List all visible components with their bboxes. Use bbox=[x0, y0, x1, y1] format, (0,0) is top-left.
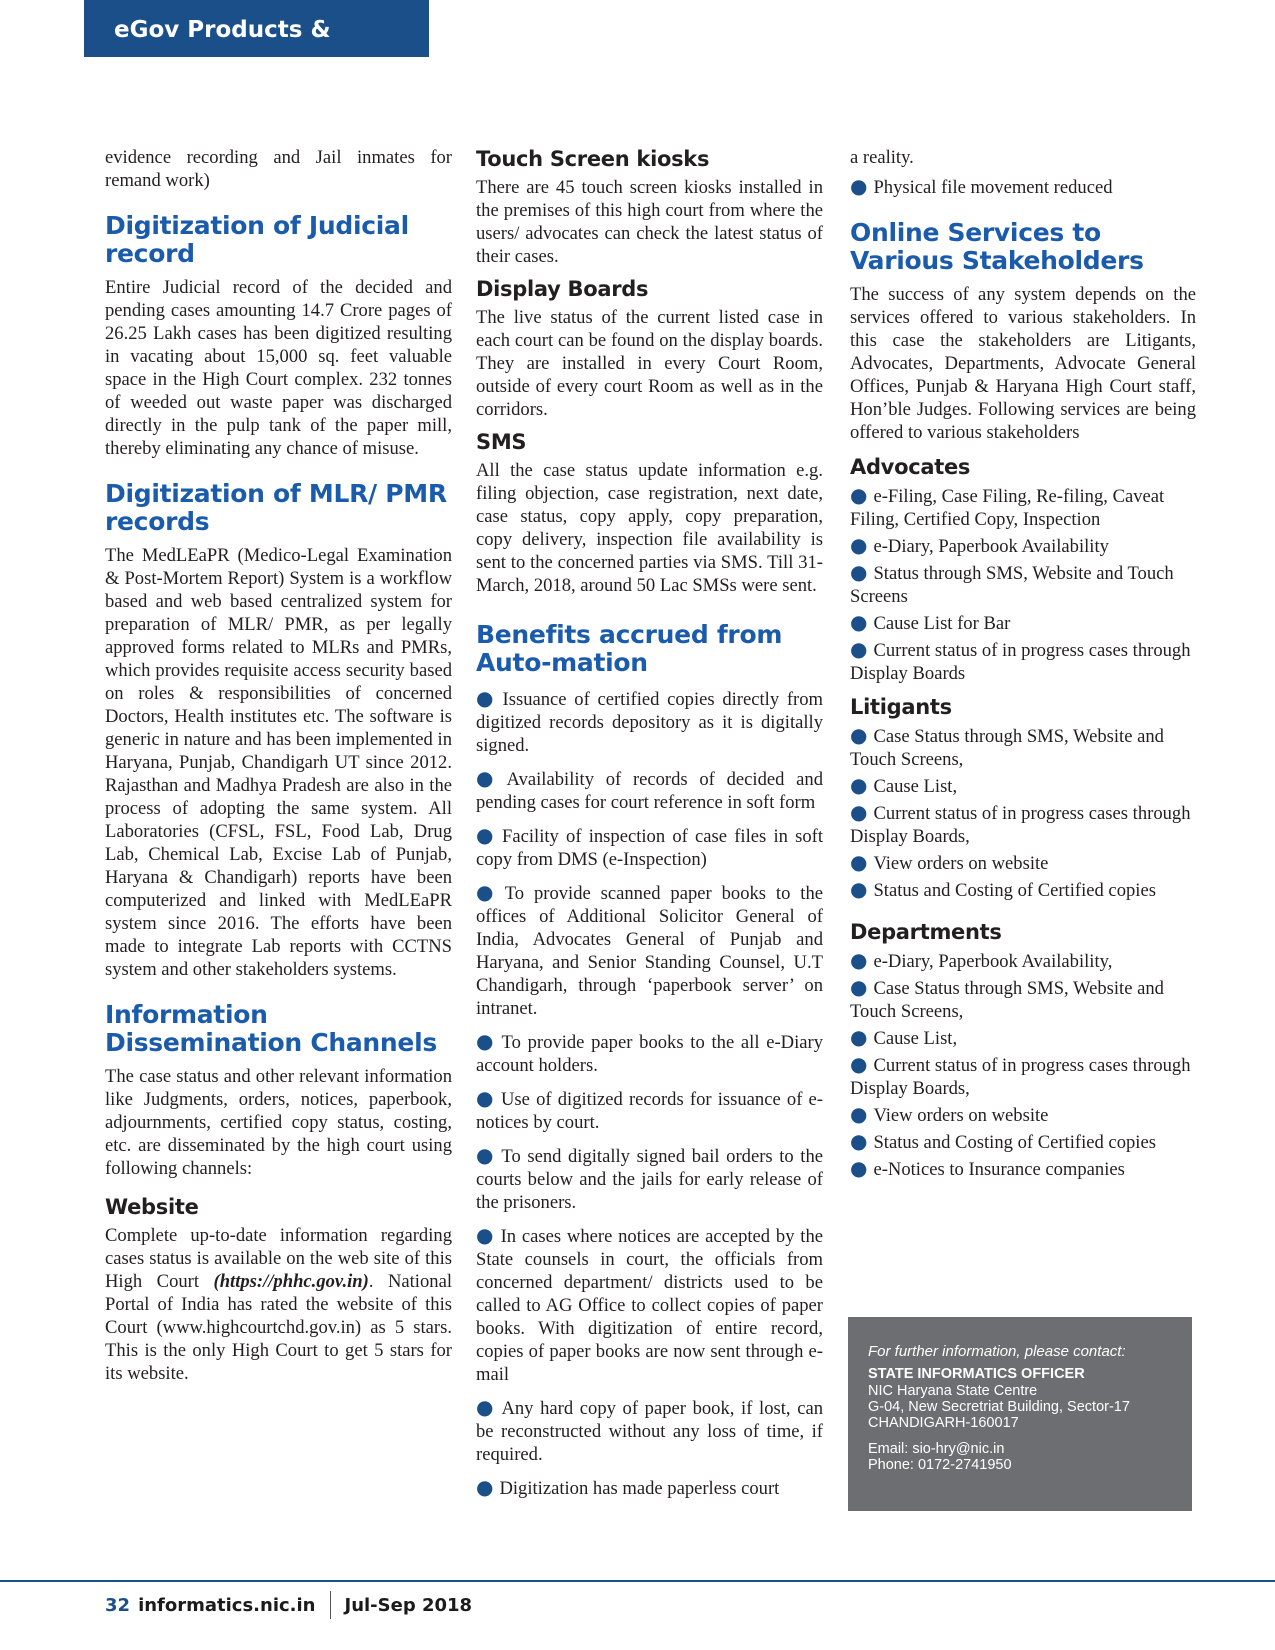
contact-line1: NIC Haryana State Centre bbox=[868, 1383, 1038, 1399]
list-item: ● To provide scanned paper books to the offices of Additional Solicitor General of India, Advocates General of Punjab and Haryana, and Senior Standing Counsel, U.T Chandigarh, through ‘paperbook server’ on intranet. bbox=[476, 880, 823, 1019]
bullet-icon: ● bbox=[850, 850, 868, 874]
heading-online-services: Online Services to Various Stakeholders bbox=[850, 218, 1144, 275]
list-item: ● Any hard copy of paper book, if lost, can be reconstructed without any loss of time, if required. bbox=[476, 1395, 823, 1465]
footer-separator bbox=[330, 1591, 331, 1619]
contact-line2: G-04, New Secretriat Building, Sector-17 bbox=[868, 1399, 1130, 1415]
contact-email[interactable]: Email: sio-hry@nic.in bbox=[868, 1441, 1005, 1457]
para-info-dissemination: The case status and other relevant information like Judgments, orders, notices, paperbook, adjournments, certified copy status, costing, etc. are disseminated by the high court using following channels: bbox=[105, 1066, 452, 1179]
list-item: ● Use of digitized records for issuance of e-notices by court. bbox=[476, 1086, 824, 1133]
list-item: ● To send digitally signed bail orders to the courts below and the jails for early release of the prisoners. bbox=[476, 1143, 823, 1213]
bullet-icon: ● bbox=[850, 877, 868, 901]
list-item: ● Case Status through SMS, Website and Touch Screens, bbox=[850, 723, 1164, 770]
footer-site[interactable]: informatics.nic.in bbox=[138, 1594, 316, 1616]
list-item: ● Digitization has made paperless court bbox=[476, 1475, 780, 1499]
bullet-icon: ● bbox=[476, 686, 497, 710]
list-item: ● View orders on website bbox=[850, 850, 1049, 874]
heading-website: Website bbox=[105, 1195, 199, 1219]
bullet-icon: ● bbox=[476, 880, 499, 904]
list-item: ● In cases where notices are accepted by the State counsels in court, the officials from concerned department/ districts used to be called to AG Office to collect copies of paper books. With digitization of entire record, copies of paper books are now sent through e-mail bbox=[476, 1223, 823, 1385]
list-item: ● e-Diary, Paperbook Availability, bbox=[850, 948, 1113, 972]
list-item: ● Cause List, bbox=[850, 1025, 958, 1049]
bullet-icon: ● bbox=[850, 1129, 868, 1153]
list-item: ● Status through SMS, Website and Touch Screens bbox=[850, 560, 1174, 607]
list-item: ● Current status of in progress cases through Display Boards bbox=[850, 637, 1191, 684]
heading-mlr-pmr: Digitization of MLR/ PMR records bbox=[105, 479, 447, 536]
website-text-b: . National Portal of India has rated the website of this Court (www.highcourtchd.gov.in) as 5 stars. This is the only High Court to get 5 stars for its website. bbox=[105, 1271, 452, 1384]
heading-sms: SMS bbox=[476, 430, 527, 454]
footer-issue: Jul-Sep 2018 bbox=[344, 1594, 473, 1616]
bullet-icon: ● bbox=[476, 1029, 496, 1053]
column-right bbox=[850, 146, 1196, 1184]
list-item: ● View orders on website bbox=[850, 1102, 1049, 1126]
continued-text: a reality. bbox=[850, 147, 914, 168]
para-sms: All the case status update information e.g. filing objection, case registration, next date, case status, copy apply, copy preparation, copy delivery, inspection file availability is sent to the concerned parties via SMS. Till 31-March, 2018, around 50 Lac SMSs were sent. bbox=[476, 460, 823, 596]
benefits-list bbox=[476, 687, 823, 1500]
para-mlr-pmr: The MedLEaPR (Medico-Legal Examination & Post-Mortem Report) System is a workflow based and web based centralized system for preparation of MLR/ PMR, as per legally approved forms related to MLRs and PMRs, which provides requisite access security based on roles & responsibilities of concerned Doctors, Health institutes etc. The software is generic in nature and has been implemented in Haryana, Punjab, Chandigarh UT since 2012. Rajasthan and Madhya Pradesh are also in the process of adopting the same system. All Laboratories (CFSL, FSL, Food Lab, Drug Lab, Chemical Lab, Excise Lab of Punjab, Haryana & Chandigarh) reports have been computerized and linked with MedLEaPR system since 2016. The efforts have been made to integrate Lab reports with CCTNS system and other stakeholders systems. bbox=[105, 545, 452, 980]
list-item: ● To provide paper books to the all e-Diary account holders. bbox=[476, 1029, 824, 1076]
heading-judicial-record: Digitization of Judicial record bbox=[105, 211, 409, 268]
list-item: ● Issuance of certified copies directly from digitized records depository as it is digitally signed. bbox=[476, 686, 824, 756]
bullet-icon: ● bbox=[476, 1223, 495, 1247]
list-item: ● Status and Costing of Certified copies bbox=[850, 1129, 1156, 1153]
heading-litigants: Litigants bbox=[850, 695, 952, 719]
bullet-icon: ● bbox=[850, 975, 868, 999]
para-online-services: The success of any system depends on the services offered to various stakeholders. In this case the stakeholders are Litigants, Advocates, Departments, Advocate General Offices, Punjab & Haryana High Court staff, Hon’ble Judges. Following services are being offered to various stakeholders bbox=[850, 284, 1196, 443]
contact-lead: For further information, please contact: bbox=[868, 1343, 1126, 1360]
intro-text: evidence recording and Jail inmates for remand work) bbox=[105, 147, 452, 191]
column-left bbox=[105, 146, 452, 1385]
bullet-icon: ● bbox=[850, 1052, 868, 1076]
page-footer bbox=[105, 1590, 472, 1620]
contact-phone: Phone: 0172-2741950 bbox=[868, 1457, 1012, 1473]
list-item: ● Current status of in progress cases through Display Boards, bbox=[850, 800, 1191, 847]
heading-benefits: Benefits accrued from Auto-mation bbox=[476, 620, 783, 677]
para-display-boards: The live status of the current listed case in each court can be found on the display boards. They are installed in every Court Room, outside of every court Room as well as in the corridors. bbox=[476, 307, 823, 420]
bullet-icon: ● bbox=[476, 766, 501, 790]
heading-display-boards: Display Boards bbox=[476, 277, 649, 301]
bullet-icon: ● bbox=[850, 637, 868, 661]
heading-info-dissemination: Information Dissemination Channels bbox=[105, 1000, 437, 1057]
bullet-icon: ● bbox=[850, 560, 868, 584]
list-item: ● e-Filing, Case Filing, Re-filing, Caveat Filing, Certified Copy, Inspection bbox=[850, 483, 1165, 530]
heading-departments: Departments bbox=[850, 920, 1002, 944]
bullet-icon: ● bbox=[850, 610, 868, 634]
list-item: ● Current status of in progress cases through Display Boards, bbox=[850, 1052, 1191, 1099]
contact-line3: CHANDIGARH-160017 bbox=[868, 1415, 1019, 1431]
advocates-list bbox=[850, 484, 1196, 685]
list-item: ● Status and Costing of Certified copies bbox=[850, 877, 1156, 901]
footer-divider bbox=[0, 1580, 1275, 1582]
bullet-icon: ● bbox=[476, 1086, 495, 1110]
website-text-a: Complete up-to-date information regarding cases status is available on the web site of this High Court bbox=[105, 1225, 452, 1292]
bullet-icon: ● bbox=[850, 800, 868, 824]
bullet-icon: ● bbox=[476, 823, 497, 847]
column-middle bbox=[476, 146, 823, 1510]
contact-box bbox=[848, 1317, 1192, 1511]
list-item: ● Facility of inspection of case files in soft copy from DMS (e-Inspection) bbox=[476, 823, 823, 870]
bullet-icon: ● bbox=[850, 1025, 868, 1049]
departments-list bbox=[850, 949, 1196, 1181]
bullet-icon: ● bbox=[850, 174, 868, 198]
bullet-icon: ● bbox=[850, 533, 868, 557]
list-item: ● Cause List for Bar bbox=[850, 610, 1011, 634]
list-item: ● e-Diary, Paperbook Availability bbox=[850, 533, 1109, 557]
list-item: ● e-Notices to Insurance companies bbox=[850, 1156, 1125, 1180]
bullet-icon: ● bbox=[476, 1475, 494, 1499]
bullet-icon: ● bbox=[850, 483, 868, 507]
section-header-tab: eGov Products & Services bbox=[84, 0, 429, 57]
bullet-icon: ● bbox=[850, 1102, 868, 1126]
para-judicial-record: Entire Judicial record of the decided and pending cases amounting 14.7 Crore pages of 26.25 Lakh cases has been digitized resulting in vacating about 15,000 sq. feet valuable space in the High Court complex. 232 tonnes of weeded out waste paper was discharged directly in the pulp tank of the paper mill, thereby eliminating any chance of misuse. bbox=[105, 277, 452, 459]
bullet-icon: ● bbox=[850, 773, 868, 797]
phhc-link[interactable]: (https://phhc.gov.in) bbox=[213, 1271, 369, 1292]
litigants-list bbox=[850, 724, 1196, 902]
bullet-icon: ● bbox=[850, 1156, 868, 1180]
heading-touch-kiosks: Touch Screen kiosks bbox=[476, 147, 710, 171]
bullet-icon: ● bbox=[850, 723, 868, 747]
list-item: ● Availability of records of decided and pending cases for court reference in soft form bbox=[476, 766, 824, 813]
contact-office: STATE INFORMATICS OFFICER bbox=[868, 1366, 1085, 1382]
bullet-icon: ● bbox=[476, 1143, 496, 1167]
para-website bbox=[105, 1224, 452, 1385]
bullet-icon: ● bbox=[476, 1395, 496, 1419]
heading-advocates: Advocates bbox=[850, 455, 971, 479]
list-item: ● Physical file movement reduced bbox=[850, 174, 1113, 198]
para-touch-kiosks: There are 45 touch screen kiosks installed in the premises of this high court from where the users/ advocates can check the latest status of their cases. bbox=[476, 177, 823, 267]
page-number: 32 bbox=[105, 1594, 131, 1616]
bullet-icon: ● bbox=[850, 948, 868, 972]
list-item: ● Case Status through SMS, Website and Touch Screens, bbox=[850, 975, 1164, 1022]
list-item: ● Cause List, bbox=[850, 773, 958, 797]
